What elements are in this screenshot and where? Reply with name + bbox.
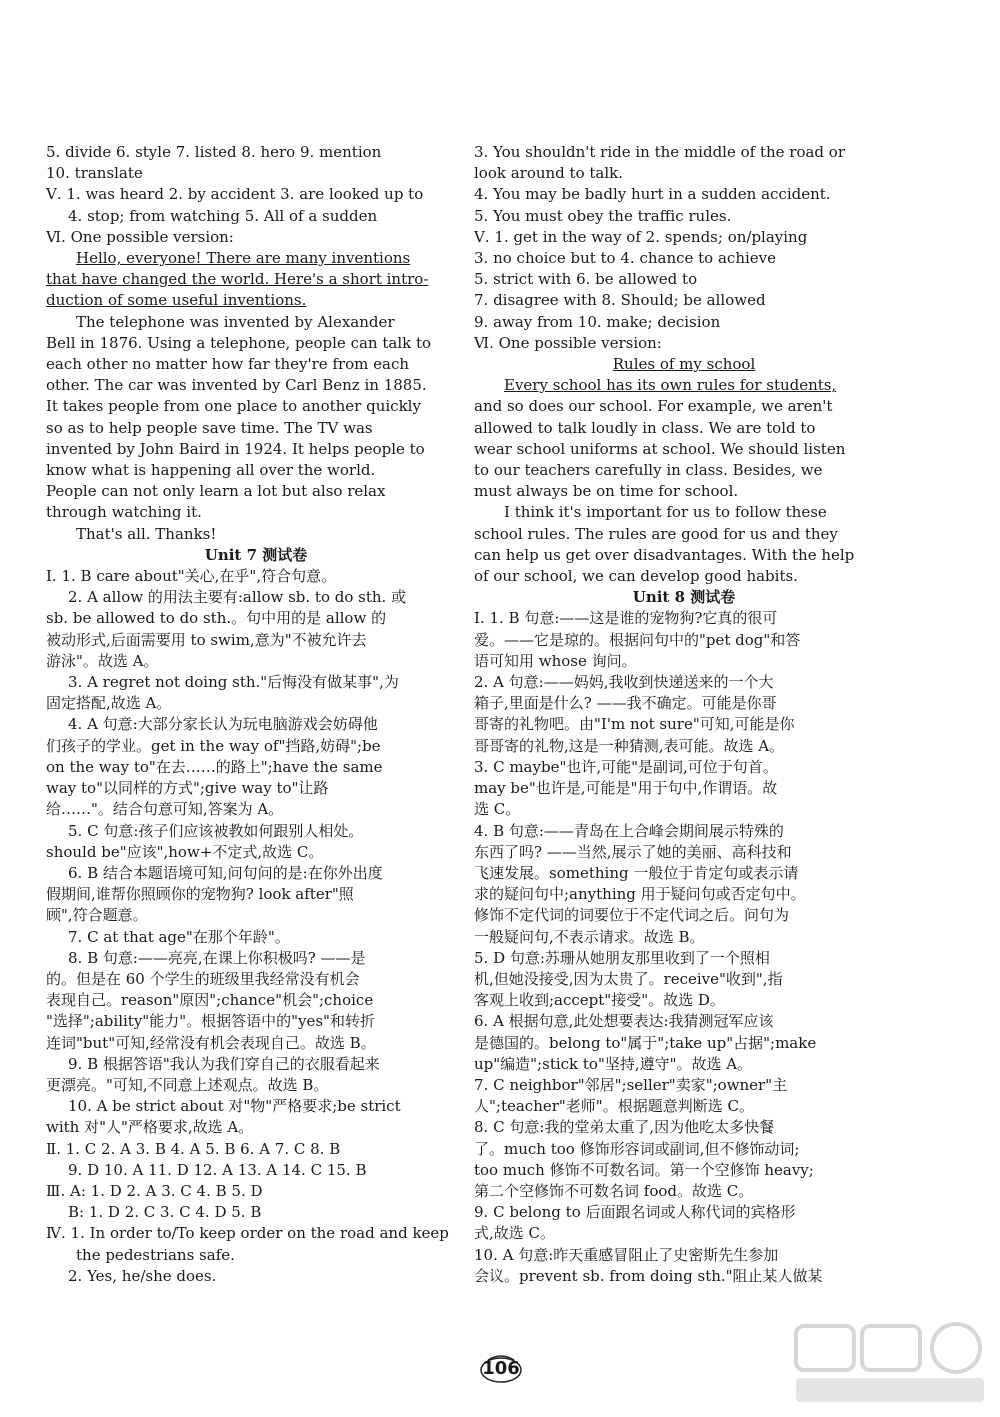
text-line: 9. B 根据答语"我认为我们穿自己的衣服看起来 <box>68 1054 380 1073</box>
text-line: 选 C。 <box>474 800 521 819</box>
text-line: 哥寄的礼物吧。由"I'm not sure"可知,可能是你 <box>474 715 795 734</box>
text-line: Ⅰ. 1. B 句意:——这是谁的宠物狗?它真的很可 <box>474 609 778 628</box>
text-line: 2. Yes, he/she does. <box>68 1266 217 1285</box>
text-line: 6. B 结合本题语境可知,问句问的是:在你外出度 <box>68 863 383 882</box>
text-line: can help us get over disadvantages. With the help <box>474 545 855 564</box>
text-line: and so does our school. For example, we aren't <box>474 397 833 416</box>
text-line: Ⅳ. 1. In order to/To keep order on the road and keep <box>46 1224 449 1243</box>
text-line: Ⅵ. One possible version: <box>474 333 662 352</box>
text-line: Every school has its own rules for students, <box>504 376 837 395</box>
text-line: 7. disagree with 8. Should; be allowed <box>474 291 766 310</box>
text-line: 式,故选 C。 <box>474 1224 556 1243</box>
text-line: wear school uniforms at school. We should listen <box>474 439 846 458</box>
text-line: 修饰不定代词的词要位于不定代词之后。问句为 <box>474 906 790 925</box>
page-number-text: 106 <box>482 1357 520 1379</box>
text-line: of our school, we can develop good habits. <box>474 567 798 586</box>
text-line: 假期间,谁帮你照顾你的宠物狗? look after"照 <box>46 885 354 904</box>
text-line: 9. away from 10. make; decision <box>474 312 721 331</box>
text-line: must always be on time for school. <box>474 482 739 501</box>
text-line: 固定搭配,故选 A。 <box>46 694 172 713</box>
text-line: invented by John Baird in 1924. It helps people to <box>46 439 425 458</box>
right-column <box>474 142 894 1287</box>
text-line: B: 1. D 2. C 3. C 4. D 5. B <box>68 1203 262 1222</box>
text-line: allowed to talk loudly in class. We are told to <box>474 418 816 437</box>
text-line: to our teachers carefully in class. Besides, we <box>474 461 823 480</box>
text-line: Ⅴ. 1. was heard 2. by accident 3. are looked up to <box>46 185 424 204</box>
text-line: 是德国的。belong to"属于";take up"占据";make <box>474 1033 817 1052</box>
text-line: 一般疑问句,不表示请求。故选 B。 <box>474 927 705 946</box>
text-line: 语可知用 whose 询问。 <box>474 651 637 670</box>
text-line: 3. You shouldn't ride in the middle of the road or <box>474 143 846 161</box>
text-line: way to"以同样的方式";give way to"让路 <box>46 779 329 798</box>
text-line: other. The car was invented by Carl Benz in 1885. <box>46 376 427 395</box>
text-line: 机,但她没接受,因为太贵了。receive"收到",指 <box>474 969 783 988</box>
page-number <box>478 1352 524 1384</box>
text-line: Ⅱ. 1. C 2. A 3. B 4. A 5. B 6. A 7. C 8. B <box>46 1139 341 1158</box>
text-line: 人";teacher"老师"。根据题意判断选 C。 <box>474 1097 754 1116</box>
text-line: 7. C at that age"在那个年龄"。 <box>68 927 290 946</box>
text-line: 3. A regret not doing sth."后悔没有做某事",为 <box>68 673 399 692</box>
text-line: that have changed the world. Here's a short intro- <box>46 270 429 289</box>
text-line: People can not only learn a lot but also relax <box>46 482 386 501</box>
text-line: 9. C belong to 后面跟名词或人称代词的宾格形 <box>474 1203 796 1222</box>
text-line: 的。但是在 60 个学生的班级里我经常没有机会 <box>46 969 360 988</box>
section-heading: Unit 7 测试卷 <box>204 545 308 564</box>
text-line: so as to help people save time. The TV was <box>46 418 373 437</box>
text-line: on the way to"在去……的路上";have the same <box>46 757 383 776</box>
text-line: 4. B 句意:——青岛在上合峰会期间展示特殊的 <box>474 821 784 840</box>
text-line: 顾",符合题意。 <box>46 906 148 925</box>
text-line: 5. You must obey the traffic rules. <box>474 206 732 225</box>
text-line: 了。much too 修饰形容词或副词,但不修饰动词; <box>474 1139 800 1158</box>
text-line: 8. B 句意:——亮亮,在课上你积极吗? ——是 <box>68 948 366 967</box>
text-line: The telephone was invented by Alexander <box>76 312 395 331</box>
text-line: It takes people from one place to another quickly <box>46 397 421 416</box>
text-line: too much 修饰不可数名词。第一个空修饰 heavy; <box>474 1160 814 1179</box>
text-line: with 对"人"严格要求,故选 A。 <box>46 1118 254 1137</box>
text-line: 游泳"。故选 A。 <box>46 651 159 670</box>
text-line: 10. A be strict about 对"物"严格要求;be strict <box>68 1097 401 1116</box>
text-line: look around to talk. <box>474 164 624 183</box>
text-line: 爱。——它是琼的。根据问句中的"pet dog"和答 <box>474 630 801 649</box>
text-line: duction of some useful inventions. <box>46 291 307 310</box>
text-line: 哥哥寄的礼物,这是一种猜测,表可能。故选 A。 <box>474 736 785 755</box>
text-line: 们孩子的学业。get in the way of"挡路,妨碍";be <box>46 736 381 755</box>
text-line: 9. D 10. A 11. D 12. A 13. A 14. C 15. B <box>68 1160 367 1179</box>
left-column <box>46 142 466 1287</box>
text-line: 4. A 句意:大部分家长认为玩电脑游戏会妨碍他 <box>68 715 378 734</box>
text-line: Ⅵ. One possible version: <box>46 227 234 246</box>
text-line: 5. D 句意:苏珊从她朋友那里收到了一个照相 <box>474 948 770 967</box>
text-line: Bell in 1876. Using a telephone, people can talk to <box>46 333 432 352</box>
text-line: 箱子,里面是什么? ——我不确定。可能是你哥 <box>474 694 777 713</box>
text-line: school rules. The rules are good for us and they <box>474 524 838 543</box>
text-line: 更漂亮。"可知,不同意上述观点。故选 B。 <box>46 1075 329 1094</box>
text-line: 客观上收到;accept"接受"。故选 D。 <box>474 991 725 1010</box>
text-line: 7. C neighbor"邻居";seller"卖家";owner"主 <box>474 1075 788 1094</box>
text-line: may be"也许是,可能是"用于句中,作谓语。故 <box>474 779 778 798</box>
text-line: "选择";ability"能力"。根据答语中的"yes"和转折 <box>46 1012 375 1031</box>
watermark-logo-icon <box>790 1318 990 1408</box>
text-line: through watching it. <box>46 503 202 522</box>
text-line: know what is happening all over the world. <box>46 461 376 480</box>
text-line: 3. C maybe"也许,可能"是副词,可位于句首。 <box>474 757 778 776</box>
essay-title: Rules of my school <box>612 355 756 374</box>
text-line: up"编造";stick to"坚持,遵守"。故选 A。 <box>474 1054 753 1073</box>
text-line: 求的疑问句中;anything 用于疑问句或否定句中。 <box>474 885 806 904</box>
text-line: each other no matter how far they're from each <box>46 355 410 374</box>
text-line: 5. divide 6. style 7. listed 8. hero 9. mention <box>46 143 382 161</box>
text-line: Ⅰ. 1. B care about"关心,在乎",符合句意。 <box>46 567 337 586</box>
text-line: sb. be allowed to do sth.。句中用的是 allow 的 <box>46 609 387 628</box>
text-line: 表现自己。reason"原因";chance"机会";choice <box>46 991 374 1010</box>
text-line: 10. A 句意:昨天重感冒阻止了史密斯先生参加 <box>474 1245 779 1264</box>
text-line: I think it's important for us to follow these <box>504 503 827 522</box>
text-line: 给……"。结合句意可知,答案为 A。 <box>46 800 284 819</box>
text-line: 飞速发展。something 一般位于肯定句或表示请 <box>474 863 799 882</box>
text-line: 3. no choice but to 4. chance to achieve <box>474 249 777 268</box>
text-line: 第二个空修饰不可数名词 food。故选 C。 <box>474 1181 754 1200</box>
text-line: Ⅴ. 1. get in the way of 2. spends; on/playing <box>474 227 808 246</box>
text-line: 4. You may be badly hurt in a sudden accident. <box>474 185 831 204</box>
text-line: 被动形式,后面需要用 to swim,意为"不被允许去 <box>46 630 367 649</box>
text-line: 2. A 句意:——妈妈,我收到快递送来的一个大 <box>474 673 774 692</box>
text-line: 2. A allow 的用法主要有:allow sb. to do sth. 或 <box>68 588 407 607</box>
text-line: should be"应该",how+不定式,故选 C。 <box>46 842 324 861</box>
text-line: 10. translate <box>46 164 143 183</box>
text-line: 8. C 句意:我的堂弟太重了,因为他吃太多快餐 <box>474 1118 775 1137</box>
text-line: 4. stop; from watching 5. All of a sudden <box>68 206 378 225</box>
text-line: 5. strict with 6. be allowed to <box>474 270 698 289</box>
text-line: 会议。prevent sb. from doing sth."阻止某人做某 <box>474 1266 823 1285</box>
text-line: 5. C 句意:孩子们应该被教如何跟别人相处。 <box>68 821 364 840</box>
text-line: 6. A 根据句意,此处想要表达:我猜测冠军应该 <box>474 1012 774 1031</box>
text-line: Hello, everyone! There are many inventions <box>76 249 411 268</box>
text-line: That's all. Thanks! <box>76 524 217 543</box>
text-line: 连词"but"可知,经常没有机会表现自己。故选 B。 <box>46 1033 376 1052</box>
text-line: 东西了吗? ——当然,展示了她的美丽、高科技和 <box>474 842 792 861</box>
text-line: the pedestrians safe. <box>76 1245 235 1264</box>
text-line: Ⅲ. A: 1. D 2. A 3. C 4. B 5. D <box>46 1181 263 1200</box>
section-heading: Unit 8 测试卷 <box>632 588 736 607</box>
